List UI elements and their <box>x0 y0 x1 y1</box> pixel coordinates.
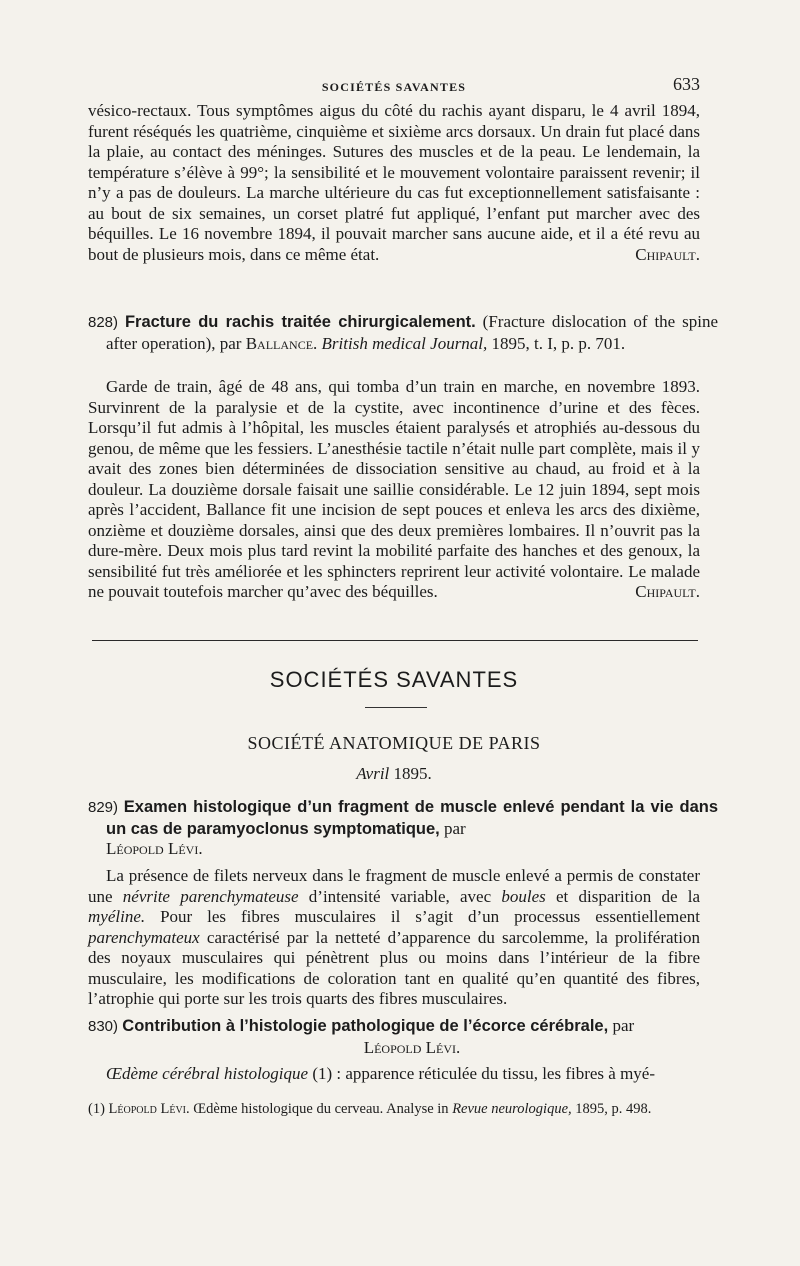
body-emphasis: parenchymateux <box>88 927 200 947</box>
article-body-text: Garde de train, âgé de 48 ans, qui tomba d’un train en marche, en novembre 1893. Survinrent de la paralysie et de la cystite, avec incontinence d’urine et des fèces. Lorsqu’il fut admis à l’hôpital, les muscles étaient paralysés et atrophiés au-dessous du genou, de même que les fessiers. L’anesthésie tactile n’était nulle part complète, mais il y avait des zones bien déterminées de dissociation sensitive au chaud, au froid et à la douleur. La douzième dorsale faisait une saillie considérable. Le 12 juin 1894, sept mois après l’accident, Ballance fit une incision de sept pouces et enleva les arcs des dixième, onzième et douzième dorsales, ainsi que des deux premières lombaires. Il n’ouvrit pas la dure-mère. Deux mois plus tard revint la mobilité parfaite des hanches et des genoux, la sensibilité fut très améliorée et les sphincters reprirent leur activité volontaire. Le malade ne pouvait toutefois marcher qu’avec des béquilles. <box>88 377 700 601</box>
society-name: SOCIÉTÉ ANATOMIQUE DE PARIS <box>247 733 541 753</box>
short-divider <box>365 707 427 708</box>
footnote-marker: (1) <box>88 1101 105 1117</box>
body-part: Pour les fibres musculaires il s’agit d’un processus essentiellement <box>160 907 700 926</box>
body-emphasis: boules <box>501 886 546 906</box>
article-title: Examen histologique d’un fragment de muscle enlevé pendant la vie dans un cas de paramyoclonus symptomatique, <box>106 798 718 838</box>
footnote <box>88 1098 700 1120</box>
article-number: 830) <box>88 1018 119 1035</box>
article-830-heading <box>88 1016 718 1058</box>
body-part: La présence de filets nerveux dans le fragment de muscle enlevé a permis de constater une <box>88 866 700 906</box>
divider-rule <box>92 640 698 641</box>
footnote-text: Œdème histologique du cerveau. Analyse in <box>193 1101 449 1117</box>
citation: 1895, t. I, p. p. 701. <box>491 333 626 353</box>
body-emphasis: myéline. <box>88 907 146 926</box>
article-number: 829) <box>88 799 119 816</box>
body-emphasis: névrite parenchymateuse <box>122 886 299 906</box>
article-title: Contribution à l’histologie pathologique de l’écorce cérébrale, <box>122 1017 609 1035</box>
article-number: 828) <box>88 314 119 331</box>
page-header <box>88 76 700 100</box>
article-subtitle: (Fracture dislocation of the spine after operation), par <box>106 312 719 353</box>
body-emphasis: Œdème cérébral histologique <box>106 1064 309 1083</box>
body-part: d’intensité variable, avec <box>308 886 492 906</box>
session-month: Avril <box>356 764 390 783</box>
intro-text: vésico-rectaux. Tous symptômes aigus du côté du rachis ayant disparu, le 4 avril 1894, furent réséqués les quatrième, cinquième et sixième arcs dorsaux. Un drain fut placé dans la plaie, au contact des méninges. Sutures des muscles et de la peau. Le lendemain, la température s’élève à 99°; la sensibilité et le mouvement volontaire paraissent revenir; il n’y a pas de douleurs. La marche ultérieure du cas fut exceptionnellement satisfaisante : au bout de six semaines, un corset platré fut appliqué, l’enfant put marcher avec des béquilles. Le 16 novembre 1894, il pouvait marcher sans aucune aide, et il a été revu au bout de plusieurs mois, dans ce même état. <box>88 101 700 264</box>
signature: Chipault. <box>635 582 700 601</box>
journal-name: British medical Journal, <box>321 333 488 353</box>
article-author: Léopold Lévi. <box>363 1037 461 1057</box>
par-text: par <box>444 818 466 838</box>
par-text: par <box>612 1016 635 1035</box>
article-830-body <box>88 1064 700 1085</box>
session-year: 1895. <box>393 764 432 783</box>
page-number: 633 <box>673 74 700 94</box>
body-part: caractérisé par la netteté d’apparence du sarcolemme, la prolifération des noyaux musculaires qui pénètrent plus ou moins dans l’intérieur de la fibre musculaire, les modifications de coloration tant en qualité qu’en quantité des fibres, l’atrophie qui porte sur les trois quarts des fibres musculaires. <box>88 927 700 1008</box>
article-title: Fracture du rachis traitée chirurgicalement. <box>124 313 476 331</box>
intro-paragraph <box>88 101 700 265</box>
article-829-heading <box>88 797 718 860</box>
footnote-citation: 1895, p. 498. <box>575 1101 652 1117</box>
running-title: SOCIÉTÉS SAVANTES <box>321 80 467 94</box>
article-829-body <box>88 866 700 1010</box>
article-828-heading <box>88 312 718 354</box>
body-part: et disparition de la <box>556 886 700 906</box>
footnote-reference: (1) <box>312 1064 333 1083</box>
section-title: SOCIÉTÉS SAVANTES <box>269 667 519 692</box>
footnote-author: Léopold Lévi. <box>108 1101 190 1117</box>
session-date <box>88 764 700 784</box>
body-part: : apparence réticulée du tissu, les fibres à myé- <box>336 1064 656 1083</box>
article-author: Léopold Lévi. <box>106 839 203 858</box>
signature: Chipault. <box>635 244 700 264</box>
article-author: Ballance. <box>245 333 318 353</box>
article-828-body <box>88 377 700 603</box>
footnote-journal: Revue neurologique, <box>452 1101 572 1117</box>
